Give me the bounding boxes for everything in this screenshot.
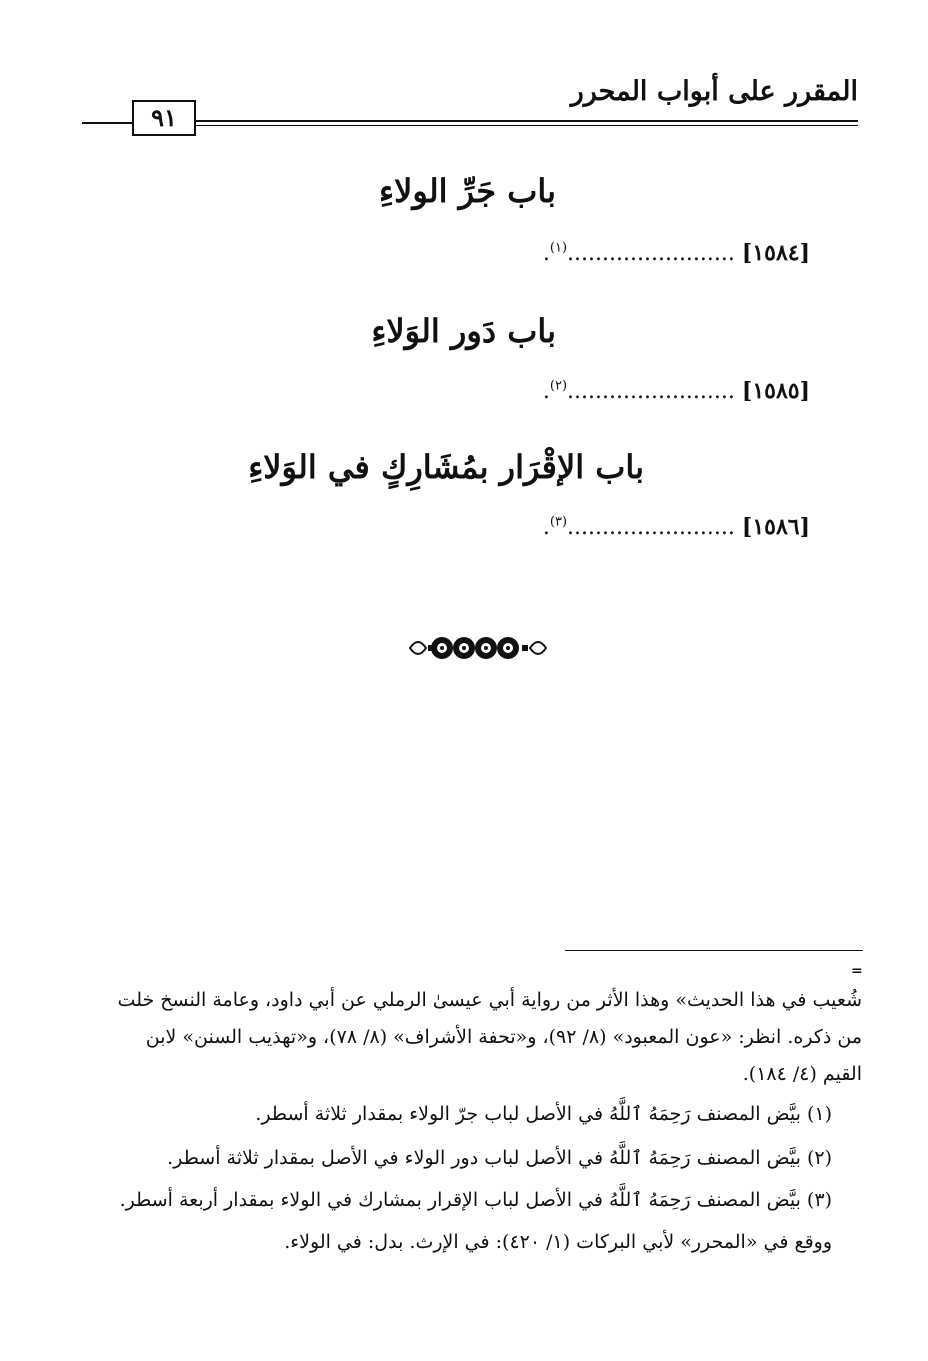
entry-line xyxy=(543,378,810,404)
entry-number: [١٥٨٤] xyxy=(741,240,810,266)
footnote-2: (٢) بيَّض المصنف رَحِمَهُ ٱللَّهُ في الأصل لباب دور الولاء في الأصل بمقدار ثلاثة أسطر. xyxy=(167,1147,832,1169)
header-rule-left xyxy=(82,122,132,124)
footnote-1: (١) بيَّض المصنف رَحِمَهُ ٱللَّهُ في الأصل لباب جرّ الولاء بمقدار ثلاثة أسطر. xyxy=(255,1103,832,1125)
entry-dots: ........................ xyxy=(567,379,735,404)
footnote-ref: (٢) xyxy=(549,378,568,394)
entry-end: . xyxy=(542,241,550,266)
footnote-ref: (١) xyxy=(549,240,568,256)
section-title: باب دَور الوَلاءِ xyxy=(371,312,556,350)
footnote-continuation-line: القيم (٤/ ١٨٤). xyxy=(742,1063,862,1085)
section-title: باب الإقْرَار بمُشَارِكٍ في الوَلاءِ xyxy=(248,448,644,486)
page-number: ٩١ xyxy=(132,100,196,136)
footnote-rule xyxy=(565,950,863,951)
running-title: المقرر على أبواب المحرر xyxy=(570,76,858,107)
entry-end: . xyxy=(542,515,550,540)
entry-line xyxy=(543,240,810,266)
footnote-3-continuation: ووقع في «المحرر» لأبي البركات (١/ ٤٢٠): في الإرث. بدل: في الولاء. xyxy=(284,1231,832,1253)
floral-ornament-icon xyxy=(406,632,550,664)
header-rule-thin xyxy=(196,125,858,126)
footnote-continuation-line: من ذكره. انظر: «عون المعبود» (٨/ ٩٢)، و«تحفة الأشراف» (٨/ ٧٨)، و«تهذيب السنن» لابن xyxy=(145,1026,862,1048)
footnote-3: (٣) بيَّض المصنف رَحِمَهُ ٱللَّهُ في الأصل لباب الإقرار بمشارك في الولاء بمقدار أربعة أسطر. xyxy=(119,1189,832,1211)
continuation-mark: = xyxy=(851,963,863,979)
entry-dots: ........................ xyxy=(567,241,735,266)
entry-dots: ........................ xyxy=(567,515,735,540)
entry-end: . xyxy=(542,379,550,404)
entry-number: [١٥٨٦] xyxy=(741,514,810,540)
header-rule xyxy=(196,120,858,122)
footnote-continuation-line: شُعيب في هذا الحديث» وهذا الأثر من رواية أبي عيسىٰ الرملي عن أبي داود، وعامة النسخ خلت xyxy=(117,989,862,1011)
section-title: باب جَرِّ الولاءِ xyxy=(379,172,556,210)
entry-line xyxy=(543,514,810,540)
footnote-ref: (٣) xyxy=(549,514,568,530)
entry-number: [١٥٨٥] xyxy=(741,378,810,404)
